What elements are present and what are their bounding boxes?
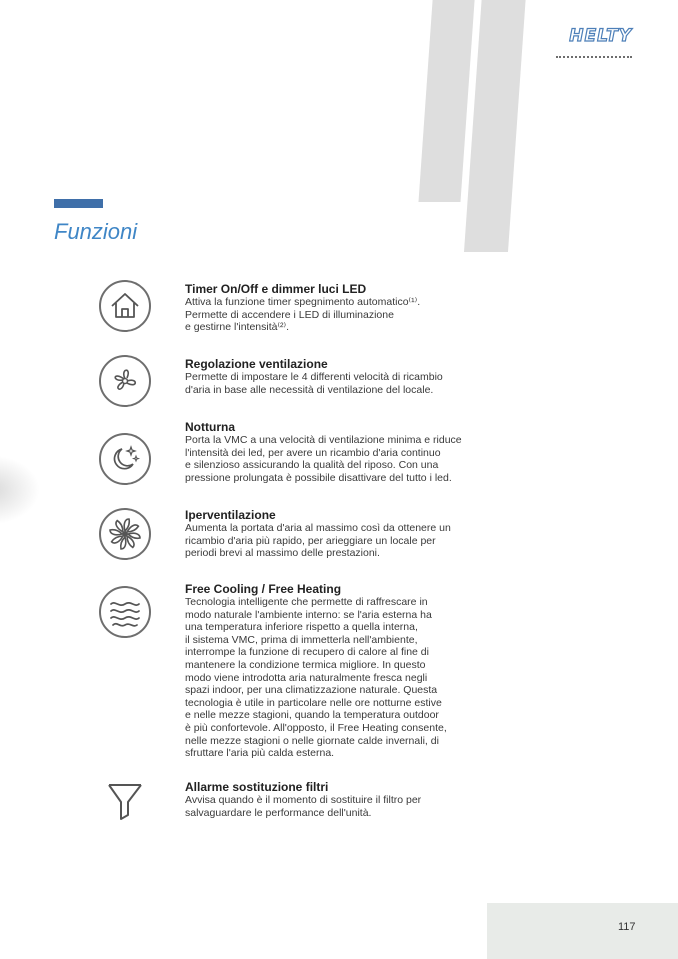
moon-stars-icon (98, 432, 152, 486)
description-line: spazi indoor, per una climatizzazione naturale. Questa (185, 684, 438, 697)
feature-free-cooling-heating (185, 583, 505, 760)
description-line: e silenzioso assicurando la qualità del riposo. Con una (185, 459, 439, 472)
description-line: periodi brevi al massimo delle prestazioni. (185, 547, 380, 560)
description-line: ricambio d'aria più rapido, per arieggiare un locale per (185, 534, 436, 547)
decorative-stripe (418, 0, 476, 202)
airflow-waves-icon (98, 585, 152, 639)
feature-title: Iperventilazione (185, 508, 276, 522)
description-line: una temperatura inferiore rispetto a quella interna, (185, 621, 418, 634)
description-line: Aumenta la portata d'aria al massimo così da ottenere un (185, 522, 451, 534)
feature-description (185, 596, 505, 760)
feature-description (185, 794, 505, 819)
brand-logo: HELTY (569, 26, 632, 46)
decorative-stripe (464, 0, 527, 252)
description-line: Porta la VMC a una velocità di ventilazione minima e riduce (185, 434, 462, 446)
feature-title: Timer On/Off e dimmer luci LED (185, 282, 367, 296)
description-line: Permette di accendere i LED di illuminazione (185, 308, 394, 321)
page-number: 117 (618, 921, 636, 933)
filter-funnel-icon (106, 782, 144, 822)
feature-filter-alarm (185, 781, 505, 819)
section-accent-bar (54, 199, 103, 208)
description-line: e nelle mezze stagioni, quando la temperatura outdoor (185, 709, 439, 722)
description-line: modo viene introdotta aria naturalmente fresca negli (185, 671, 428, 684)
description-line: Tecnologia intelligente che permette di raffrescare in (185, 596, 428, 608)
feature-title: Free Cooling / Free Heating (185, 582, 342, 596)
description-line: Permette di impostare le 4 differenti velocità di ricambio (185, 371, 443, 383)
feature-hyperventilation (185, 509, 505, 560)
feature-description (185, 522, 505, 560)
section-title: Funzioni (54, 219, 138, 244)
description-line: l'intensità dei led, per avere un ricambio d'aria continuo (185, 446, 441, 459)
feature-description (185, 296, 505, 334)
feature-night-mode (185, 421, 505, 484)
description-line: Attiva la funzione timer spegnimento automatico⁽¹⁾. (185, 296, 421, 308)
feature-title: Regolazione ventilazione (185, 357, 328, 371)
home-icon (98, 279, 152, 333)
feature-description (185, 434, 505, 484)
feature-description (185, 371, 505, 396)
description-line: interrompe la funzione di recupero di calore al fine di (185, 646, 429, 659)
description-line: pressione prolungata è possibile disattivare del tutto i led. (185, 471, 452, 484)
feature-timer-dimmer (185, 283, 505, 334)
description-line: è più confortevole. All'opposto, il Free Heating consente, (185, 721, 447, 734)
description-line: mantenere la condizione termica migliore. In questo (185, 658, 426, 671)
logo-dotted-rule (556, 56, 632, 58)
description-line: tecnologia è utile in particolare nelle ore notturne estive (185, 696, 442, 709)
feature-ventilation-control (185, 358, 505, 396)
description-line: Avvisa quando è il momento di sostituire il filtro per (185, 794, 422, 806)
description-line: e gestirne l'intensità⁽²⁾. (185, 321, 290, 334)
decorative-glow (0, 455, 40, 525)
description-line: il sistema VMC, prima di immetterla nell'ambiente, (185, 633, 418, 646)
description-line: sfruttare l'aria più calda esterna. (185, 747, 335, 760)
feature-title: Allarme sostituzione filtri (185, 780, 329, 794)
description-line: d'aria in base alle necessità di ventilazione del locale. (185, 383, 434, 396)
turbo-fan-icon (98, 507, 152, 561)
feature-title: Notturna (185, 420, 235, 434)
footer-corner-block (487, 903, 678, 959)
description-line: nelle mezze stagioni o nelle giornate calde invernali, di (185, 734, 439, 747)
fan-icon (98, 354, 152, 408)
description-line: modo naturale l'ambiente interno: se l'aria esterna ha (185, 608, 432, 621)
description-line: salvaguardare le performance dell'unità. (185, 806, 372, 819)
